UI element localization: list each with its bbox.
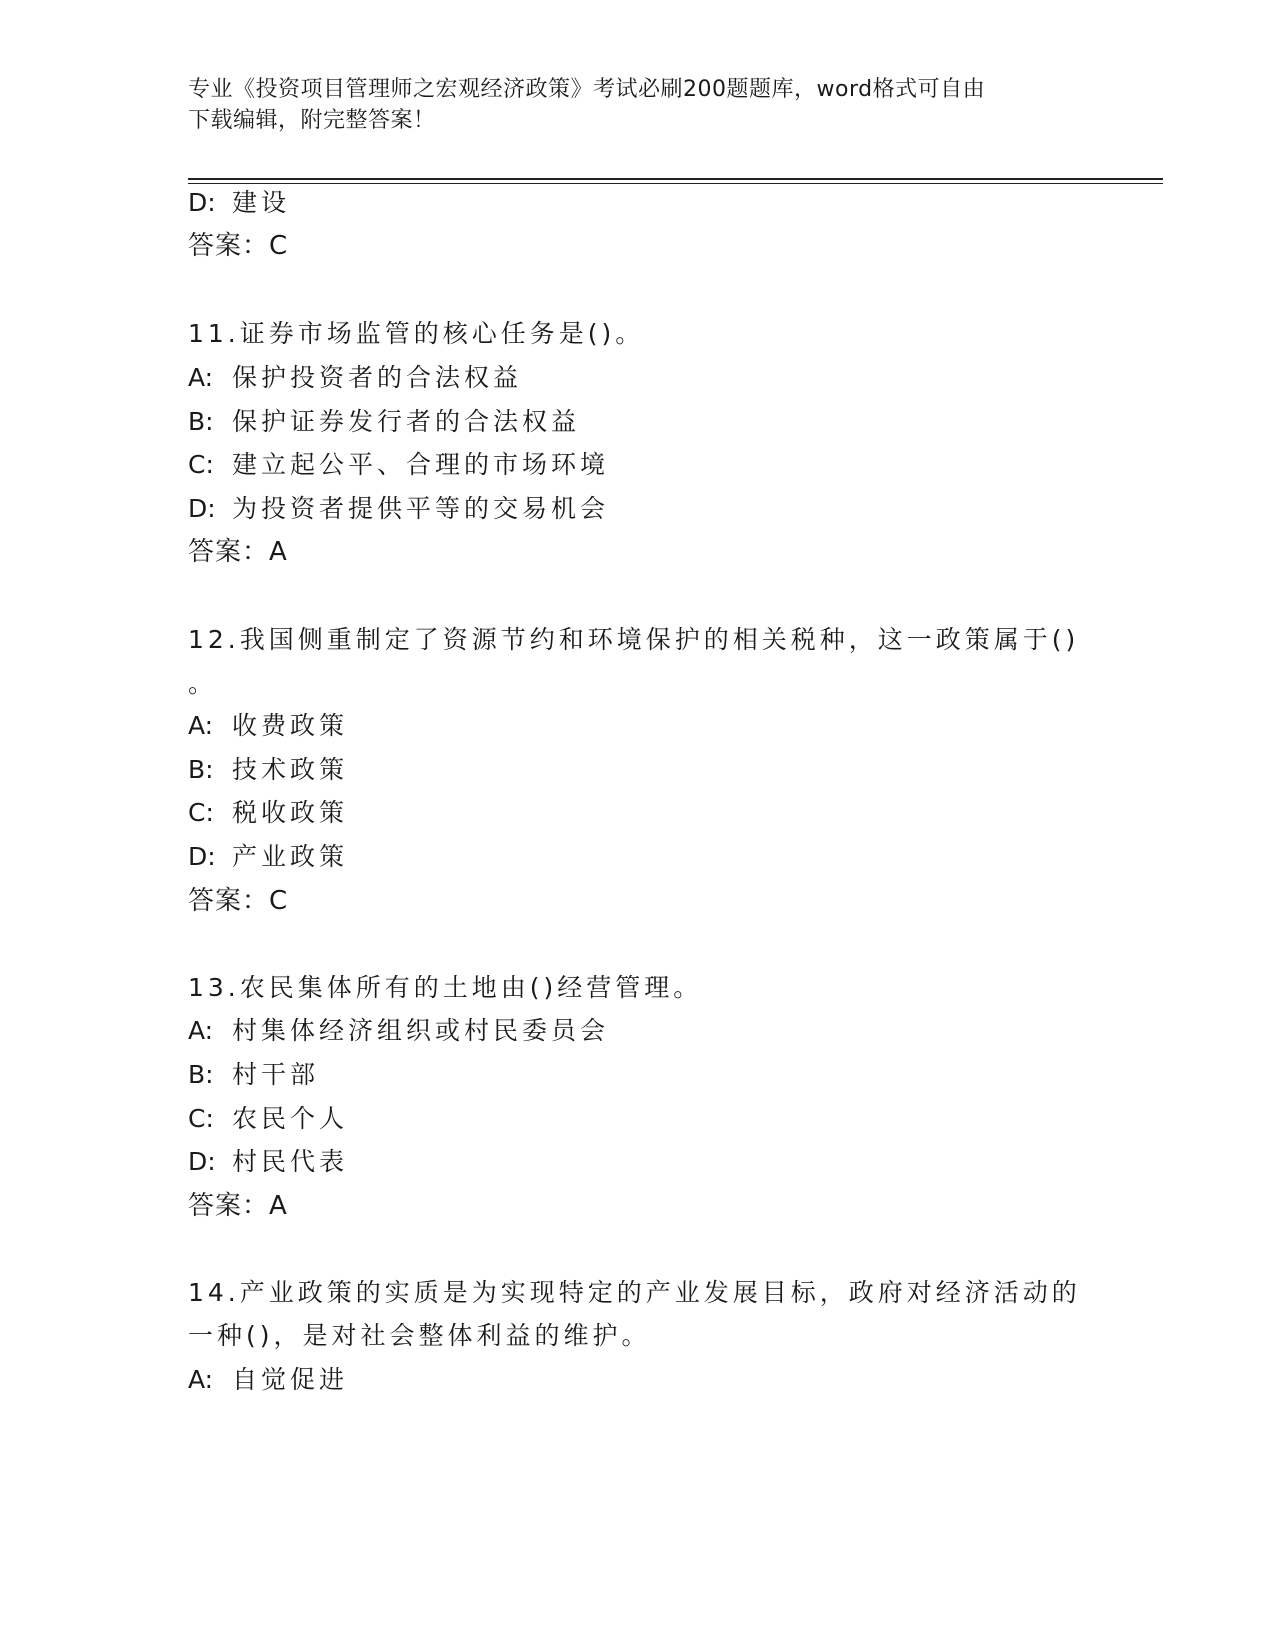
option-d: D: 为投资者提供平等的交易机会 <box>188 494 610 523</box>
answer: 答案：C <box>188 886 289 916</box>
question-stem-continued: 一种()，是对社会整体利益的维护。 <box>188 1321 651 1350</box>
option-b: B: 技术政策 <box>188 755 349 784</box>
answer: 答案：A <box>188 537 288 567</box>
question-stem: 14.产业政策的实质是为实现特定的产业发展目标，政府对经济活动的 <box>188 1278 1081 1307</box>
answer: 答案：A <box>188 1191 288 1221</box>
option-a: A: 自觉促进 <box>188 1365 349 1394</box>
option-d: D: 产业政策 <box>188 842 349 871</box>
question-stem: 12.我国侧重制定了资源节约和环境保护的相关税种，这一政策属于() <box>188 625 1080 654</box>
header-line-2: 下载编辑，附完整答案！ <box>188 108 436 133</box>
question-stem: 11.证券市场监管的核心任务是()。 <box>188 319 645 348</box>
header-line-1: 专业《投资项目管理师之宏观经济政策》考试必刷200题题库，word格式可自由 <box>188 77 986 102</box>
option-c: C: 建立起公平、合理的市场环境 <box>188 450 610 479</box>
option-b: B: 保护证券发行者的合法权益 <box>188 407 581 436</box>
header-rule-thin <box>188 183 1163 184</box>
answer: 答案：C <box>188 231 289 261</box>
question-stem-continued: 。 <box>188 669 218 698</box>
option-c: C: 税收政策 <box>188 798 349 827</box>
header-rule <box>188 178 1163 180</box>
option-d: D: 村民代表 <box>188 1147 349 1176</box>
option-b: B: 村干部 <box>188 1060 320 1089</box>
option-a: A: 保护投资者的合法权益 <box>188 363 523 392</box>
option-d: D: 建设 <box>188 188 291 217</box>
option-c: C: 农民个人 <box>188 1104 349 1133</box>
document-header <box>188 74 1088 136</box>
option-a: A: 村集体经济组织或村民委员会 <box>188 1016 610 1045</box>
option-a: A: 收费政策 <box>188 711 349 740</box>
question-stem: 13.农民集体所有的土地由()经营管理。 <box>188 973 703 1002</box>
